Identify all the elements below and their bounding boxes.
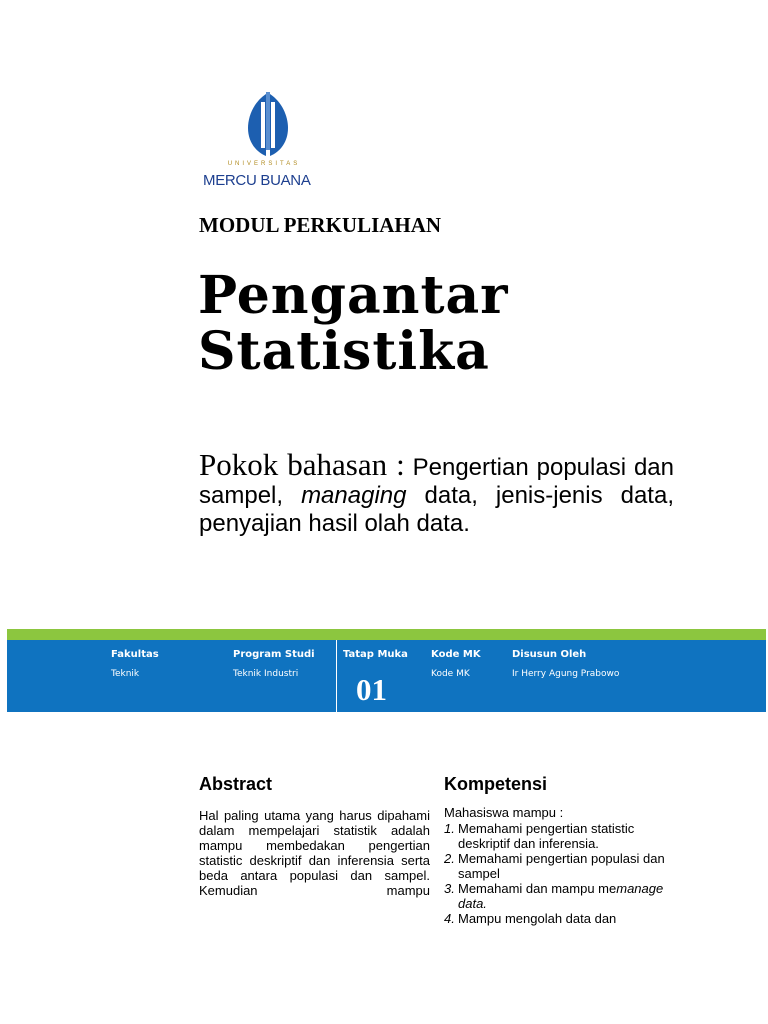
topic-paragraph	[199, 447, 674, 538]
topic-text-italic: managing	[301, 482, 407, 509]
title-line-2: Statistika	[198, 321, 490, 382]
list-item	[444, 851, 684, 881]
list-item-text: Memahami pengertian statistic deskriptif dan inferensia.	[458, 821, 635, 851]
abstract-text: Hal paling utama yang harus dipahami dalam mempelajari statistik adalah mampu membedakan pengertian statistic deskriptif dan inferensia serta beda antara populasi dan sampel. Kemudian mampu	[199, 808, 430, 898]
program-studi-value: Teknik Industri	[233, 669, 299, 679]
logo-university-name: MERCU BUANA	[203, 172, 311, 189]
list-item-number: 3.	[444, 881, 455, 896]
list-item-text: Memahami dan mampu me	[458, 881, 617, 896]
kompetensi-list	[444, 821, 684, 926]
fakultas-header: Fakultas	[111, 649, 159, 660]
university-logo	[198, 88, 338, 198]
tatap-muka-value: 01	[356, 672, 387, 707]
kompetensi-intro: Mahasiswa mampu :	[444, 805, 564, 820]
kompetensi-title: Kompetensi	[444, 774, 548, 794]
page-title	[198, 265, 509, 382]
topic-text-2: data, jenis-jenis data, penyajian hasil olah data.	[199, 482, 674, 537]
program-studi-header: Program Studi	[233, 649, 315, 660]
list-item-number: 1.	[444, 821, 455, 836]
disusun-oleh-value: Ir Herry Agung Prabowo	[512, 669, 620, 679]
info-band-divider	[336, 640, 337, 712]
list-item	[444, 881, 684, 911]
topic-label: Pokok bahasan :	[199, 447, 405, 482]
list-item-number: 2.	[444, 851, 455, 866]
disusun-oleh-header: Disusun Oleh	[512, 649, 587, 660]
list-item-text-italic: manage data.	[458, 881, 664, 911]
logo-universitas-text: UNIVERSITAS	[227, 161, 301, 167]
list-item	[444, 821, 684, 851]
kode-mk-header: Kode MK	[431, 649, 481, 660]
list-item-text: Mampu mengolah data dan	[458, 911, 617, 926]
kode-mk-value: Kode MK	[431, 669, 470, 679]
logo-emblem-icon	[198, 88, 338, 160]
accent-bar	[7, 629, 766, 640]
list-item	[444, 911, 684, 926]
topic-text-1: Pengertian populasi dan sampel,	[199, 454, 674, 509]
fakultas-value: Teknik	[111, 669, 140, 679]
tatap-muka-header: Tatap Muka	[343, 649, 408, 660]
title-line-1: Pengantar	[198, 265, 509, 326]
list-item-text: Memahami pengertian populasi dan sampel	[458, 851, 665, 881]
list-item-number: 4.	[444, 911, 455, 926]
modul-label: MODUL PERKULIAHAN	[199, 213, 442, 237]
abstract-title: Abstract	[199, 774, 273, 794]
